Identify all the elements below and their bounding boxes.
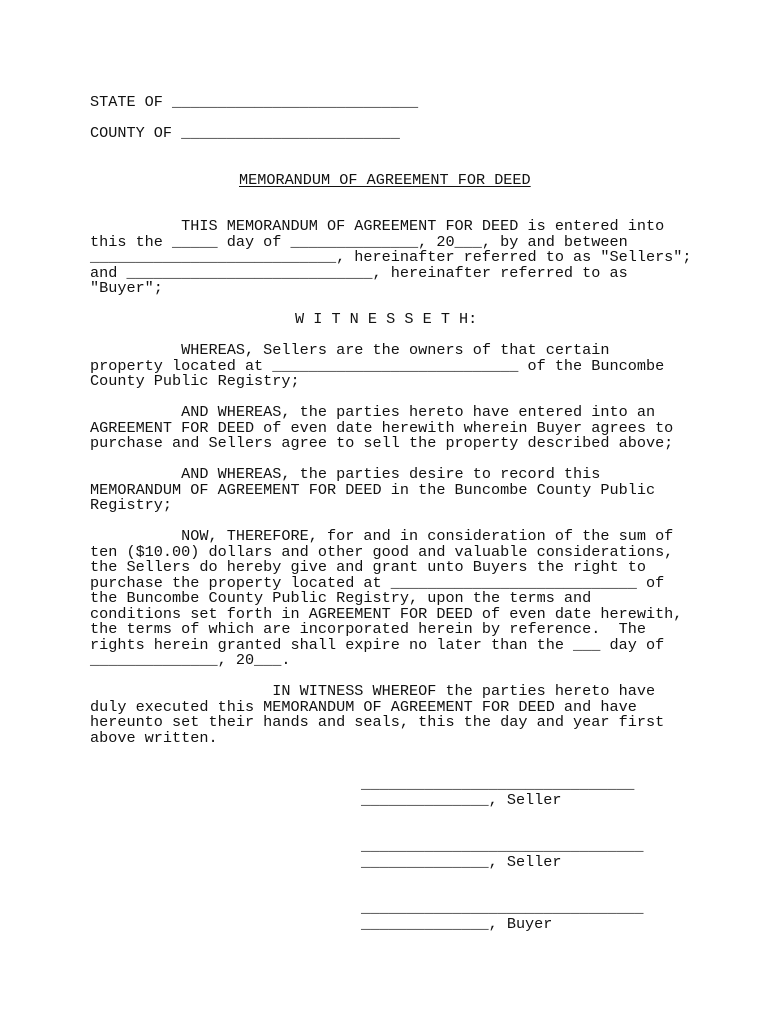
signature-line: ______________________________ — [361, 775, 635, 793]
text-line: ______________, 20___. — [90, 651, 291, 669]
signature-line: _______________________________ — [361, 899, 644, 917]
text-line: above written. — [90, 729, 218, 747]
text-line: purchase and Sellers agree to sell the property described above; — [90, 434, 674, 452]
text-line: the Buncombe County Public Registry, upon the terms and — [90, 589, 592, 607]
signature-role: ______________, Buyer — [361, 915, 553, 933]
text-line: duly executed this MEMORANDUM OF AGREEMENT FOR DEED and have — [90, 698, 637, 716]
text-line: AGREEMENT FOR DEED of even date herewith wherein Buyer agrees to — [90, 419, 674, 437]
text-line: "Buyer"; — [90, 279, 163, 297]
text-line: conditions set forth in AGREEMENT FOR DEED of even date herewith, — [90, 605, 683, 623]
text-line: the terms of which are incorporated herein by reference. The — [90, 620, 646, 638]
signature-role: ______________, Seller — [361, 853, 562, 871]
witnesseth-heading: W I T N E S S E T H: — [295, 310, 478, 328]
text-line: purchase the property located at ___________________________ of — [90, 574, 665, 592]
text-line: Registry; — [90, 496, 173, 514]
text-line: IN WITNESS WHEREOF the parties hereto have — [90, 682, 656, 700]
text-line: the Sellers do hereby give and grant unto Buyers the right to — [90, 558, 646, 576]
text-line: WHEREAS, Sellers are the owners of that certain — [90, 341, 610, 359]
text-line: THIS MEMORANDUM OF AGREEMENT FOR DEED is entered into — [90, 217, 665, 235]
text-line: ten ($10.00) dollars and other good and valuable considerations, — [90, 543, 674, 561]
text-line: County Public Registry; — [90, 372, 300, 390]
county-line: COUNTY OF ________________________ — [90, 124, 400, 142]
text-line: ___________________________, hereinafter referred to as "Sellers"; — [90, 248, 692, 266]
signature-line: _______________________________ — [361, 837, 644, 855]
text-line: MEMORANDUM OF AGREEMENT FOR DEED in the Buncombe County Public — [90, 481, 656, 499]
text-line: this the _____ day of ______________, 20___, by and between — [90, 233, 628, 251]
signature-role: ______________, Seller — [361, 791, 562, 809]
text-line: NOW, THEREFORE, for and in consideration of the sum of — [90, 527, 674, 545]
text-line: rights herein granted shall expire no later than the ___ day of — [90, 636, 665, 654]
state-line: STATE OF ___________________________ — [90, 93, 419, 111]
text-line: AND WHEREAS, the parties hereto have entered into an — [90, 403, 656, 421]
document-title: MEMORANDUM OF AGREEMENT FOR DEED — [239, 171, 531, 189]
text-line: property located at ___________________________ of the Buncombe — [90, 357, 665, 375]
text-line: and ___________________________, hereinafter referred to as — [90, 264, 628, 282]
text-line: AND WHEREAS, the parties desire to record this — [90, 465, 601, 483]
text-line: hereunto set their hands and seals, this the day and year first — [90, 713, 665, 731]
